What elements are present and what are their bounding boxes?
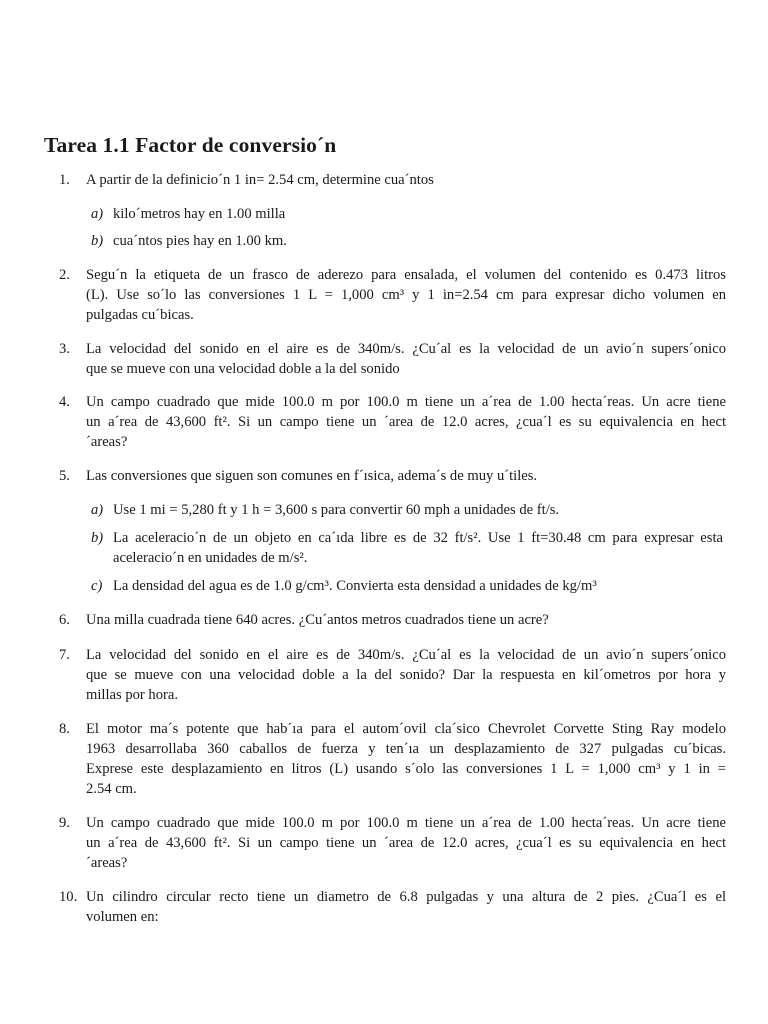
problem-1b-label: b) <box>91 233 104 249</box>
problem-5b-label: b) <box>91 530 104 546</box>
problem-9-line-2: un a´rea de 43,600 ft². Si un campo tiene un ´area de 12.0 acres, ¿cua´l es su equivalencia en hect <box>86 835 726 851</box>
problem-1a-text: kilo´metros hay en 1.00 milla <box>113 206 286 222</box>
problem-1-number: 1. <box>59 172 70 188</box>
problem-8-line-3: Exprese este desplazamiento en litros (L) usando s´olo las conversiones 1 L = 1,000 cm³ y 1 in = <box>86 761 726 777</box>
problem-1a-label: a) <box>91 206 104 222</box>
problem-5-number: 5. <box>59 468 70 484</box>
problem-2-line-2: (L). Use so´lo las conversiones 1 L = 1,000 cm³ y 1 in=2.54 cm para expresar dicho volumen en <box>86 287 726 303</box>
problem-5b-continuation: aceleracio´n en unidades de m/s². <box>113 550 308 566</box>
problem-7-line-2: que se mueve con una velocidad doble a la del sonido? Dar la respuesta en kil´ometros por hora y <box>86 667 726 683</box>
problem-10-number: 10. <box>59 889 78 905</box>
problem-10-line-1: Un cilindro circular recto tiene un diametro de 6.8 pulgadas y una altura de 2 pies. ¿Cua´l es el <box>86 889 726 905</box>
problem-6-number: 6. <box>59 612 70 628</box>
problem-8-line-1: El motor ma´s potente que hab´ıa para el autom´ovil cla´sico Chevrolet Corvette Sting Ray modelo <box>86 721 726 737</box>
problem-9-line-1: Un campo cuadrado que mide 100.0 m por 100.0 m tiene un a´rea de 1.00 hecta´reas. Un acre tiene <box>86 815 726 831</box>
problem-8-number: 8. <box>59 721 70 737</box>
problem-4-line-1: Un campo cuadrado que mide 100.0 m por 100.0 m tiene un a´rea de 1.00 hecta´reas. Un acre tiene <box>86 394 726 410</box>
problem-7-line-3: millas por hora. <box>86 687 179 703</box>
problem-5c-text: La densidad del agua es de 1.0 g/cm³. Convierta esta densidad a unidades de kg/m³ <box>113 578 597 594</box>
problem-3-number: 3. <box>59 341 70 357</box>
problem-9-line-3: ´areas? <box>86 855 128 871</box>
problem-2-number: 2. <box>59 267 70 283</box>
problem-2-line-1: Segu´n la etiqueta de un frasco de aderezo para ensalada, el volumen del contenido es 0.473 litros <box>86 267 726 283</box>
problem-5b-text: La aceleracio´n de un objeto en ca´ıda libre es de 32 ft/s². Use 1 ft=30.48 cm para expresar esta <box>113 530 723 546</box>
problem-3-line-2: que se mueve con una velocidad doble a la del sonido <box>86 361 400 377</box>
problem-3-line-1: La velocidad del sonido en el aire es de 340m/s. ¿Cu´al es la velocidad de un avio´n supers´onico <box>86 341 726 357</box>
problem-5c-label: c) <box>91 578 103 594</box>
problem-1-line-1: A partir de la definicio´n 1 in= 2.54 cm, determine cua´ntos <box>86 172 434 188</box>
problem-7-number: 7. <box>59 647 70 663</box>
problem-8-line-4: 2.54 cm. <box>86 781 137 797</box>
problem-1b-text: cua´ntos pies hay en 1.00 km. <box>113 233 287 249</box>
problem-7-line-1: La velocidad del sonido en el aire es de 340m/s. ¿Cu´al es la velocidad de un avio´n supers´onico <box>86 647 726 663</box>
problem-4-line-3: ´areas? <box>86 434 128 450</box>
problem-5a-label: a) <box>91 502 104 518</box>
page-title: Tarea 1.1 Factor de conversio´n <box>44 133 337 157</box>
problem-9-number: 9. <box>59 815 70 831</box>
problem-4-line-2: un a´rea de 43,600 ft². Si un campo tiene un ´area de 12.0 acres, ¿cua´l es su equivalencia en hect <box>86 414 726 430</box>
problem-5-line-1: Las conversiones que siguen son comunes en f´ısica, adema´s de muy u´tiles. <box>86 468 538 484</box>
problem-10-line-2: volumen en: <box>86 909 159 925</box>
problem-8-line-2: 1963 desarrollaba 360 caballos de fuerza y ten´ıa un desplazamiento de 327 pulgadas cu´bicas. <box>86 741 726 757</box>
problem-4-number: 4. <box>59 394 70 410</box>
problem-6-line-1: Una milla cuadrada tiene 640 acres. ¿Cu´antos metros cuadrados tiene un acre? <box>86 612 549 628</box>
problem-5a-text: Use 1 mi = 5,280 ft y 1 h = 3,600 s para convertir 60 mph a unidades de ft/s. <box>113 502 560 518</box>
problem-2-line-3: pulgadas cu´bicas. <box>86 307 194 323</box>
